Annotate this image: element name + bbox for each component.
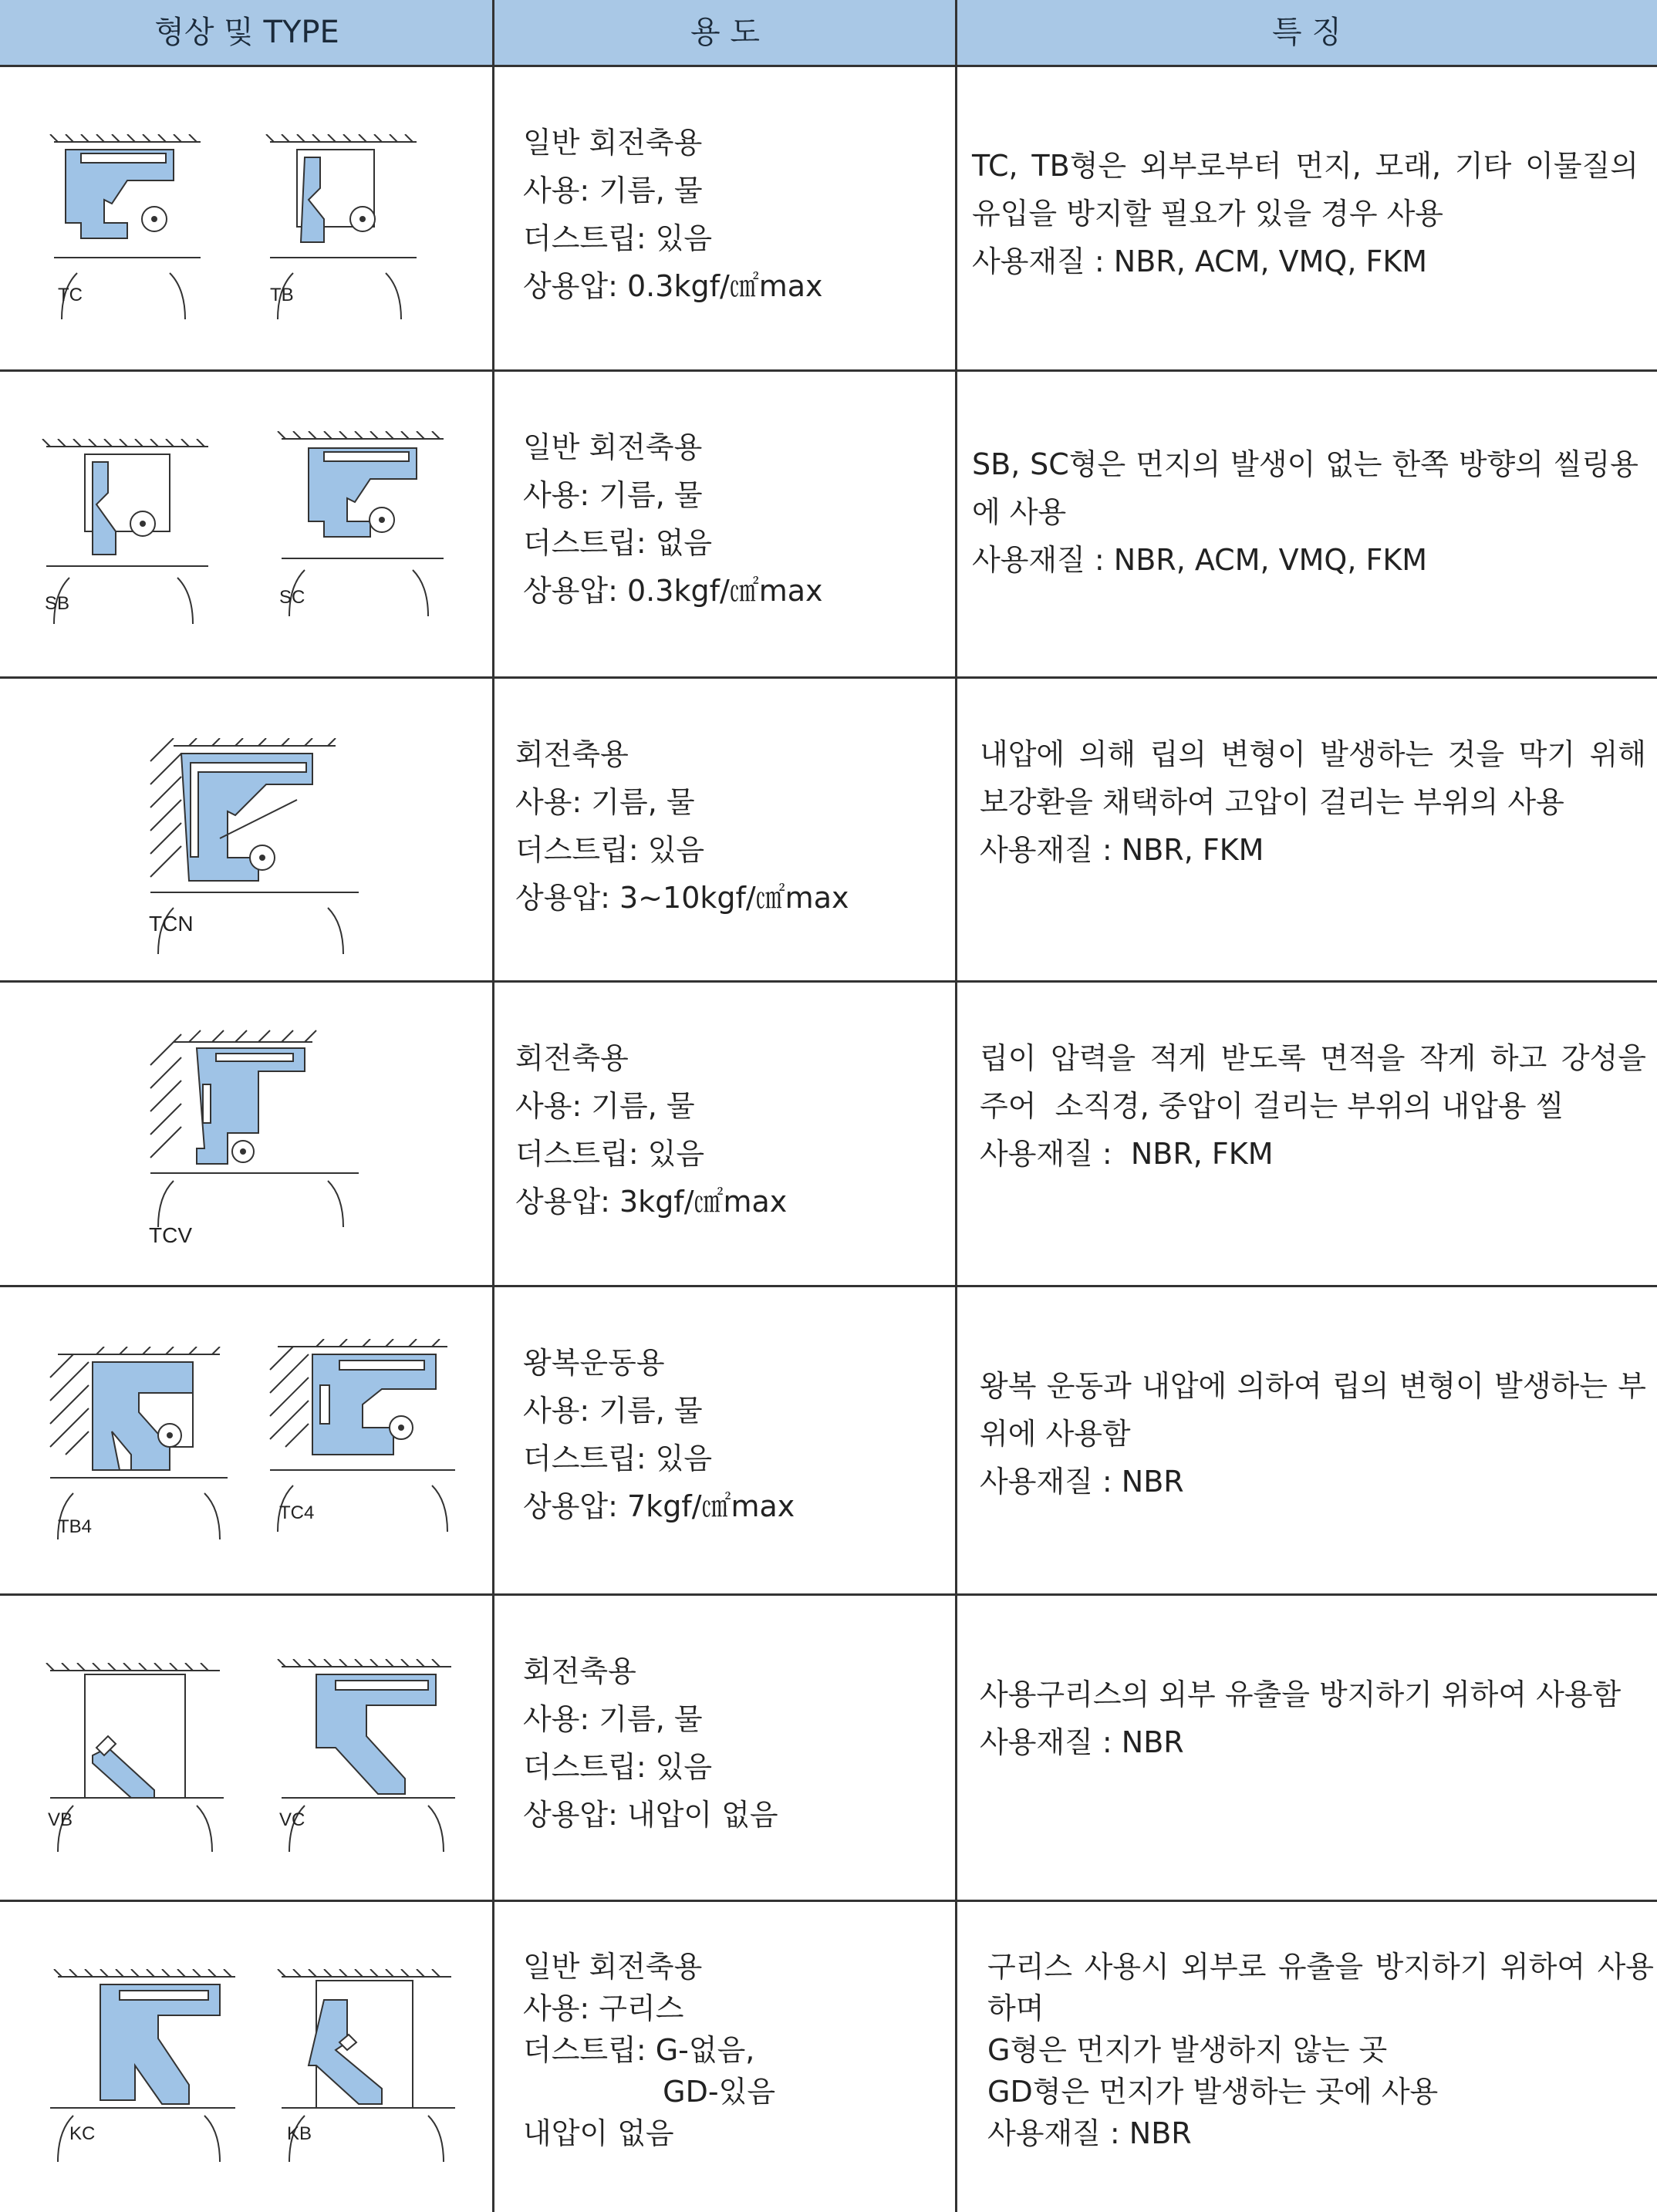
use-line: 상용압: 3~10kgf/㎠max <box>515 881 849 915</box>
use-line: 더스트립: 있음 <box>523 1442 713 1475</box>
table-row <box>0 980 1657 1287</box>
use-line: 상용압: 7kgf/㎠max <box>523 1489 795 1523</box>
column-divider <box>955 0 957 2212</box>
features-cell <box>972 1946 1657 2154</box>
use-line: 상용압: 3kgf/㎠max <box>515 1185 788 1219</box>
header-shape-type: 형상 및 TYPE <box>154 15 339 50</box>
use-line: 일반 회전축용 <box>523 126 703 160</box>
table-row <box>0 369 1657 679</box>
shape-cell <box>0 1285 494 1593</box>
type-label: TC <box>58 285 83 305</box>
type-label: TC4 <box>279 1502 315 1523</box>
shape-cell <box>0 980 494 1285</box>
shape-cell <box>0 1900 494 2210</box>
shape-cell <box>0 676 494 980</box>
feature-line: SB, SC형은 먼지의 발생이 없는 한쪽 방향의 씰링용에 사용 <box>972 447 1638 529</box>
tb-seal-diagram <box>262 134 447 342</box>
feature-line: 사용재질 : NBR <box>980 1725 1184 1759</box>
use-line: 더스트립: G-없음, <box>523 2033 755 2067</box>
type-label: SC <box>279 587 305 608</box>
features-cell <box>957 142 1657 285</box>
use-line: GD-있음 <box>523 2075 776 2109</box>
tcv-seal-diagram <box>143 1027 366 1235</box>
use-line: 사용: 기름, 물 <box>515 785 695 819</box>
shape-cell <box>0 369 494 676</box>
feature-line: 사용재질 : NBR <box>987 2116 1192 2150</box>
use-line: 일반 회전축용 <box>523 430 703 464</box>
use-line: 회전축용 <box>515 737 629 771</box>
table-row <box>0 1900 1657 2210</box>
use-line: 내압이 없음 <box>523 2116 674 2150</box>
shape-cell <box>0 1593 494 1900</box>
header-use: 용 도 <box>690 15 760 50</box>
feature-line: 사용재질 : NBR <box>980 1465 1184 1499</box>
type-label: VB <box>48 1809 73 1830</box>
type-label: SB <box>45 593 70 614</box>
use-cell <box>494 1647 957 1839</box>
vb-seal-diagram <box>42 1663 235 1863</box>
use-cell <box>494 423 957 615</box>
type-label: TB <box>270 285 294 305</box>
use-line: 사용: 기름, 물 <box>523 478 703 512</box>
use-line: 상용압: 내압이 없음 <box>523 1798 778 1832</box>
use-line: 더스트립: 있음 <box>523 221 713 255</box>
table-row <box>0 1593 1657 1902</box>
type-label: TB4 <box>58 1516 93 1537</box>
feature-line: 사용재질 : NBR, FKM <box>980 833 1264 867</box>
use-line: 회전축용 <box>523 1654 636 1688</box>
features-cell <box>964 1362 1657 1506</box>
table-row <box>0 1285 1657 1596</box>
feature-line: GD형은 먼지가 발생하는 곳에 사용 <box>987 2075 1439 2109</box>
type-label: KB <box>287 2123 312 2144</box>
tc-seal-diagram <box>46 134 231 342</box>
type-label: VC <box>279 1809 305 1830</box>
features-cell <box>964 1034 1657 1178</box>
use-line: 사용: 기름, 물 <box>515 1089 695 1123</box>
use-line: 더스트립: 있음 <box>515 833 705 867</box>
feature-line: 사용구리스의 외부 유출을 방지하기 위하여 사용함 <box>980 1678 1622 1711</box>
use-cell <box>494 1339 957 1530</box>
use-cell <box>486 1034 949 1226</box>
feature-line: 내압에 의해 립의 변형이 발생하는 것을 막기 위해 보강환을 채택하여 고압이 걸리는 부위의 사용 <box>980 737 1656 819</box>
feature-line: 사용재질 : NBR, ACM, VMQ, FKM <box>972 244 1428 278</box>
feature-line: 구리스 사용시 외부로 유출을 방지하기 위하여 사용하며 <box>987 1950 1654 2025</box>
use-line: 왕복운동용 <box>523 1346 665 1380</box>
use-line: 사용: 기름, 물 <box>523 1702 703 1736</box>
use-line: 상용압: 0.3kgf/㎠max <box>523 574 823 608</box>
type-label: KC <box>69 2123 96 2144</box>
use-line: 상용압: 0.3kgf/㎠max <box>523 269 823 303</box>
use-line: 더스트립: 있음 <box>515 1137 705 1171</box>
table-row <box>0 65 1657 372</box>
sb-seal-diagram <box>39 439 224 647</box>
use-line: 더스트립: 있음 <box>523 1750 713 1784</box>
type-label: TCN <box>149 912 194 936</box>
use-cell <box>494 1946 957 2154</box>
table-header <box>0 0 1657 67</box>
use-line: 사용: 기름, 물 <box>523 1394 703 1428</box>
shape-cell <box>0 65 494 369</box>
use-line: 사용: 구리스 <box>523 1991 684 2025</box>
feature-line: 왕복 운동과 내압에 의하여 립의 변형이 발생하는 부위에 사용함 <box>980 1369 1646 1451</box>
use-cell <box>494 119 957 310</box>
features-cell <box>964 730 1657 874</box>
table-row <box>0 676 1657 983</box>
feature-line: TC, TB형은 외부로부터 먼지, 모래, 기타 이물질의 유입을 방지할 필요가 있을 경우 사용 <box>972 149 1649 231</box>
column-divider <box>492 0 494 2212</box>
features-cell <box>957 440 1657 584</box>
feature-line: 사용재질 : NBR, ACM, VMQ, FKM <box>972 543 1428 577</box>
feature-line: 립이 압력을 적게 받도록 면적을 작게 하고 강성을 주어 소직경, 중압이 걸리는 부위의 내압용 씰 <box>980 1041 1656 1123</box>
use-line: 일반 회전축용 <box>523 1950 703 1984</box>
type-label: TCV <box>149 1223 192 1247</box>
use-line: 더스트립: 없음 <box>523 526 713 560</box>
header-features: 특 징 <box>1272 15 1341 50</box>
use-line: 회전축용 <box>515 1041 629 1075</box>
feature-line: 사용재질 : NBR, FKM <box>980 1137 1274 1171</box>
features-cell <box>964 1671 1657 1766</box>
use-cell <box>486 730 949 922</box>
use-line: 사용: 기름, 물 <box>523 174 703 207</box>
feature-line: G형은 먼지가 발생하지 않는 곳 <box>987 2033 1388 2067</box>
